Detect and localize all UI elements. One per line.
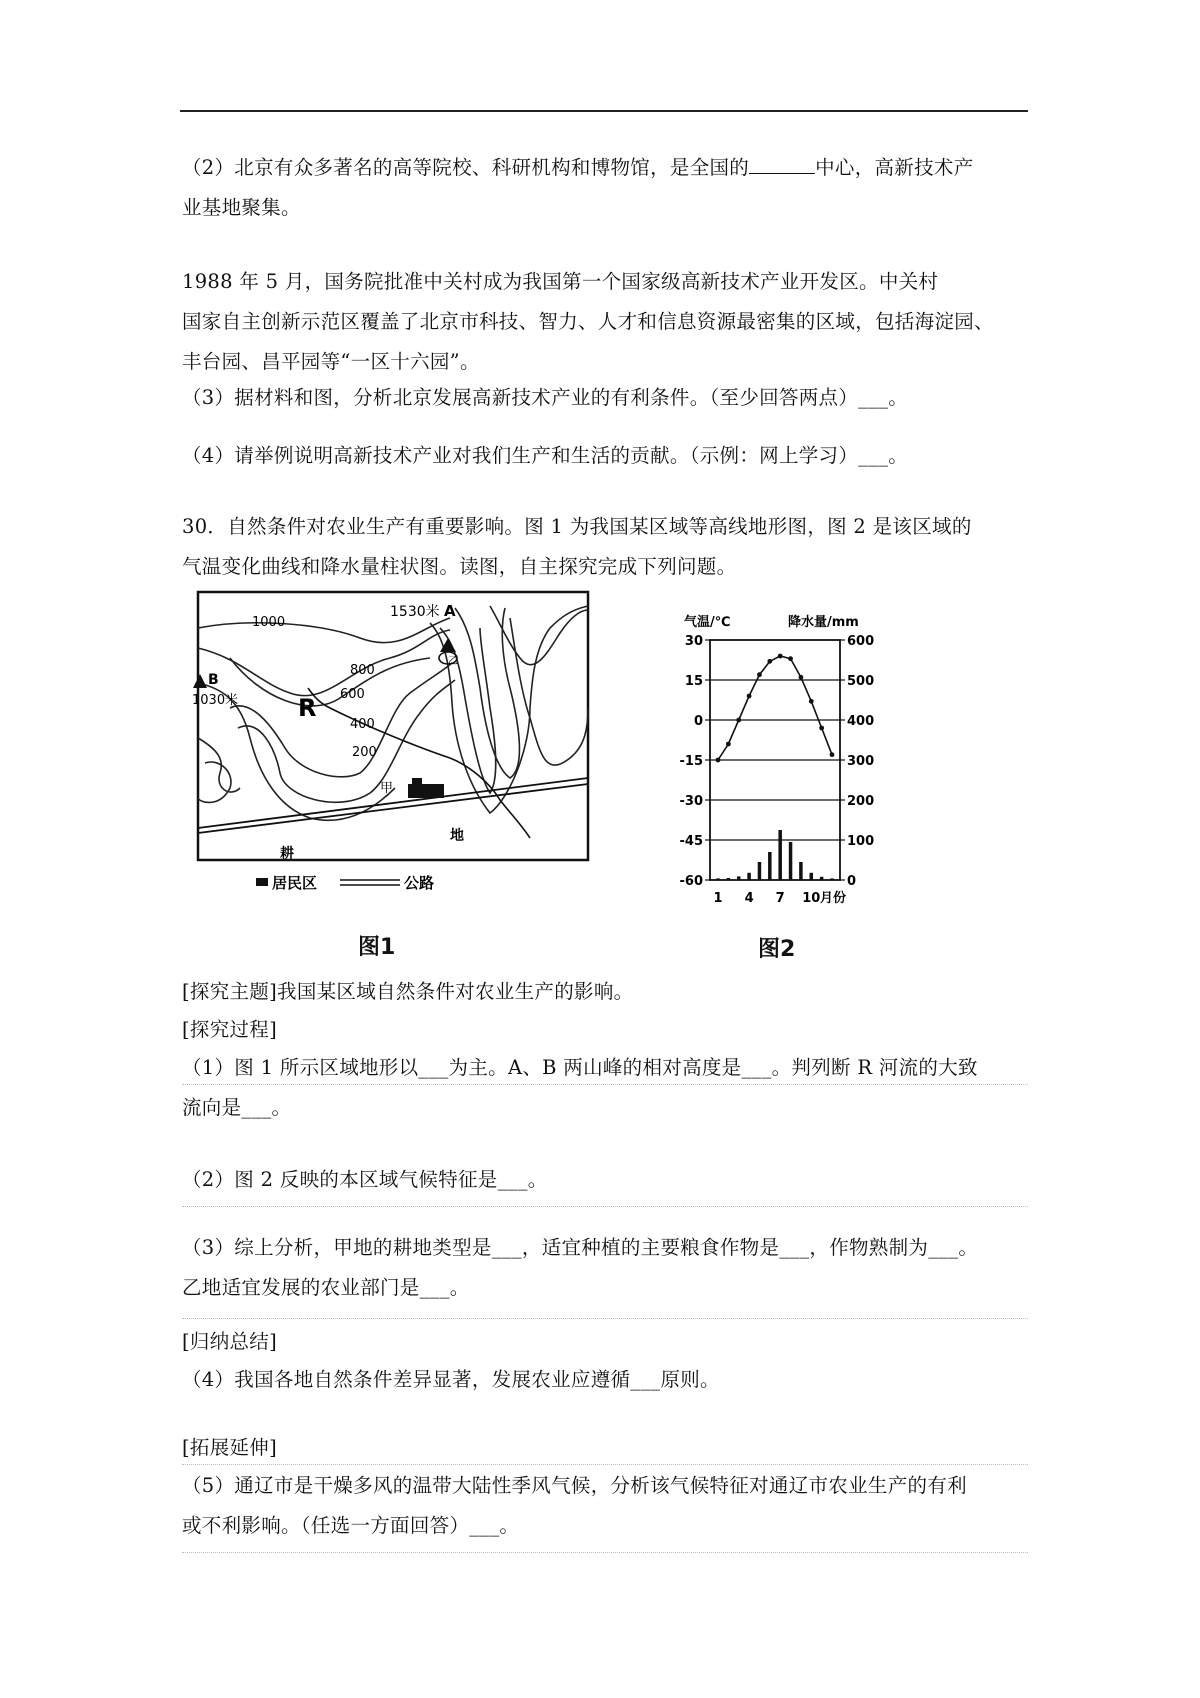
precip-tick-label: 200	[847, 794, 875, 809]
contour-label-200: 200	[352, 745, 377, 760]
answer-blank[interactable]	[749, 153, 815, 174]
q2-text-before: （2）北京有众多著名的高等院校、科研机构和博物馆，是全国的	[182, 156, 750, 179]
month-axis-unit: 月份	[820, 891, 847, 906]
precip-bar	[778, 830, 782, 880]
question-2	[182, 148, 1028, 188]
material-line2: 国家自主创新示范区覆盖了北京市科技、智力、人才和信息资源最密集的区域，包括海淀园、	[182, 310, 994, 333]
material-line1: 1988 年 5 月，国务院批准中关村成为我国第一个国家级高新技术产业开发区。中关村	[182, 270, 939, 293]
precip-bar	[737, 876, 741, 880]
part-4: （4）我国各地自然条件差异显著，发展农业应遵循___原则。	[182, 1368, 720, 1391]
chart-gridlines	[705, 640, 845, 880]
question-2-line2: 业基地聚集。	[182, 196, 301, 219]
explore-extend: [拓展延伸]	[182, 1436, 278, 1459]
temperature-points	[716, 654, 835, 763]
part-1-line1: （1）图 1 所示区域地形以___为主。A、B 两山峰的相对高度是___。判列断 R 河流的大致	[182, 1056, 978, 1079]
question-4: （4）请举例说明高新技术产业对我们生产和生活的贡献。（示例：网上学习）___。	[182, 444, 909, 467]
temperature-point	[809, 699, 814, 704]
dotted-separator	[182, 1552, 1028, 1553]
temperature-point	[788, 656, 793, 661]
temp-tick-labels	[680, 634, 704, 889]
precip-bar	[830, 878, 834, 880]
explore-process: [探究过程]	[182, 1018, 278, 1041]
precip-tick-label: 300	[847, 754, 875, 769]
month-tick-label: 7	[775, 891, 785, 906]
temperature-point	[767, 659, 772, 664]
header-rule	[180, 110, 1028, 112]
place-yi-label: 乙	[448, 656, 458, 667]
temp-tick-label: 0	[693, 714, 703, 729]
temperature-point	[716, 758, 721, 763]
temp-axis-label: 气温/℃	[684, 615, 731, 630]
place-jia-label: 甲	[380, 781, 394, 796]
temp-tick-label: -30	[679, 794, 703, 809]
climate-chart	[668, 612, 898, 912]
precip-bar	[799, 862, 803, 880]
precip-tick-label: 400	[847, 714, 875, 729]
temp-tick-label: 15	[684, 674, 703, 689]
legend-road-label: 公路	[404, 874, 435, 892]
temperature-point	[757, 672, 762, 677]
part-3-line1: （3）综上分析，甲地的耕地类型是___，适宜种植的主要粮食作物是___，作物熟制为___。	[182, 1236, 979, 1259]
q2-text-after: 中心，高新技术产	[815, 156, 974, 179]
precip-bars	[716, 830, 834, 880]
precip-bar	[758, 862, 762, 880]
month-tick-label: 1	[713, 891, 723, 906]
precip-axis-label: 降水量/mm	[788, 615, 859, 630]
figure-2-caption: 图2	[758, 937, 796, 962]
river-label: R	[298, 694, 317, 722]
figure-1-caption: 图1	[358, 935, 396, 960]
precip-bar	[716, 878, 720, 880]
explore-theme: [探究主题]我国某区域自然条件对农业生产的影响。	[182, 980, 634, 1003]
dotted-separator	[182, 1084, 1028, 1085]
temperature-line	[718, 656, 832, 760]
farmland-label-2: 地	[450, 828, 464, 844]
precip-tick-labels	[847, 634, 874, 889]
part-1-line2: 流向是___。	[182, 1096, 292, 1119]
farmland-label-1: 耕	[280, 846, 294, 862]
precip-bar	[810, 873, 814, 880]
contour-label-600: 600	[340, 687, 365, 702]
legend-road-icon	[340, 880, 400, 885]
question-30-line2: 气温变化曲线和降水量柱状图。读图，自主探究完成下列问题。	[182, 555, 737, 578]
temp-tick-label: -15	[679, 754, 703, 769]
contour-label-800: 800	[350, 663, 375, 678]
peak-b-elevation: 1030米	[192, 693, 239, 708]
temp-tick-label: -45	[679, 834, 703, 849]
part-5-line1: （5）通辽市是干燥多风的温带大陆性季风气候，分析该气候特征对通辽市农业生产的有利	[182, 1474, 967, 1497]
temperature-point	[736, 718, 741, 723]
part-3-line2: 乙地适宜发展的农业部门是___。	[182, 1276, 470, 1299]
question-3: （3）据材料和图，分析北京发展高新技术产业的有利条件。（至少回答两点）___。	[182, 386, 909, 409]
precip-tick-label: 500	[847, 674, 875, 689]
material-line3: 丰台园、昌平园等“一区十六园”。	[182, 350, 480, 373]
precip-tick-label: 100	[847, 834, 875, 849]
dotted-separator	[182, 1464, 1028, 1465]
month-tick-label: 10	[802, 891, 821, 906]
question-30-line1: 30．自然条件对农业生产有重要影响。图 1 为我国某区域等高线地形图，图 2 是该区域的	[182, 515, 972, 538]
month-tick-labels	[713, 891, 820, 906]
contour-map-figure	[190, 588, 610, 948]
temperature-point	[747, 694, 752, 699]
precip-bar	[747, 873, 751, 880]
peak-b-label: B	[208, 672, 219, 688]
peak-a-label: A	[444, 602, 456, 620]
precip-bar	[820, 877, 824, 880]
part-2: （2）图 2 反映的本区域气候特征是___。	[182, 1168, 548, 1191]
legend-settlement-label: 居民区	[272, 874, 318, 892]
precip-tick-label: 600	[847, 634, 875, 649]
contour-label-1000: 1000	[252, 615, 286, 630]
precip-bar	[768, 852, 772, 880]
temperature-point	[819, 726, 824, 731]
temp-tick-label: -60	[679, 874, 703, 889]
temperature-point	[726, 742, 731, 747]
dotted-separator	[182, 1318, 1028, 1319]
legend-settlement-icon	[256, 878, 268, 886]
peak-a-elevation: 1530米	[390, 604, 440, 620]
temp-tick-label: 30	[684, 634, 703, 649]
explore-summary: [归纳总结]	[182, 1330, 278, 1353]
temperature-point	[799, 675, 804, 680]
settlement-roof	[412, 778, 422, 786]
part-5-line2: 或不利影响。（任选一方面回答）___。	[182, 1514, 520, 1537]
precip-tick-label: 0	[847, 874, 857, 889]
precip-bar	[727, 878, 731, 880]
settlement-block	[408, 784, 444, 798]
temperature-point	[830, 752, 835, 757]
temperature-point	[778, 654, 783, 659]
dotted-separator	[182, 1206, 1028, 1207]
peak-b-icon	[193, 674, 207, 688]
precip-bar	[789, 842, 793, 880]
month-tick-label: 4	[744, 891, 754, 906]
contour-label-400: 400	[350, 717, 375, 732]
